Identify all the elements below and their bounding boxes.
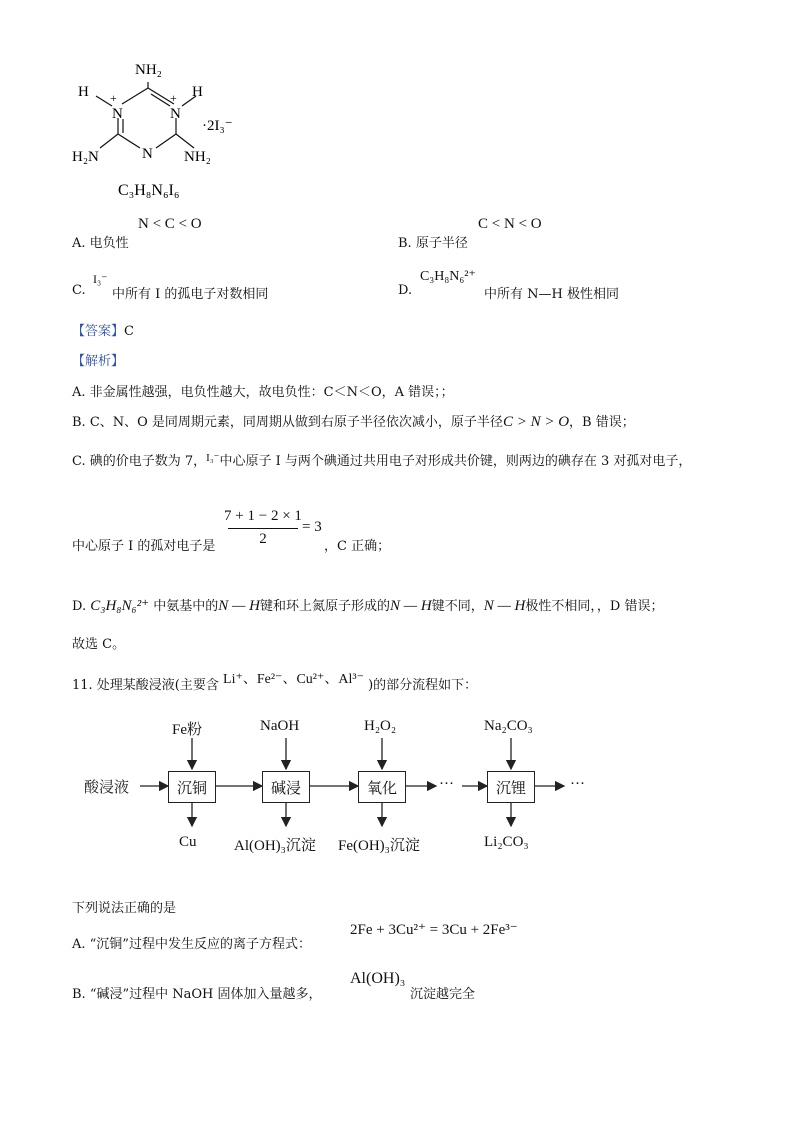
n-right-label: N — [170, 106, 181, 122]
analysis-line-c-pre: C. 碘的价电子数为 7， — [72, 454, 207, 469]
analysis-tag: 【解析】 — [72, 354, 125, 369]
q11-option-a: A. “沉铜”过程中发生反应的离子方程式： — [72, 937, 311, 952]
fraction-numerator: 7 + 1 − 2 × 1 — [224, 508, 302, 524]
fraction-denominator: 2 — [259, 531, 267, 547]
analysis-line-c-post: 中心原子 I 与两个碘通过共用电子对形成共价键，则两边的碘存在 3 对孤对电子， — [219, 454, 692, 469]
analysis-line-d-mid3: 键不同， — [431, 599, 484, 614]
option-a-label: A. 电负性 — [72, 236, 129, 251]
h-left-label: H — [78, 84, 89, 100]
q11-prompt: 下列说法正确的是 — [72, 901, 177, 916]
q11-option-b: B. “碱浸”过程中 NaOH 固体加入量越多， — [72, 987, 322, 1002]
nh2-top-label: NH₂ — [135, 62, 162, 78]
flow-ellipsis-1: ··· — [439, 776, 454, 792]
flow-ellipsis-2: ··· — [570, 776, 585, 792]
analysis-line-b-pre: B. C、N、O 是同周期元素，同周期从做到右原子半径依次减小，原子半径 — [72, 415, 503, 430]
answer-tag: 【答案】 — [72, 324, 125, 339]
flow-product-cu: Cu — [179, 834, 197, 850]
flow-step-copper: 沉铜 — [168, 771, 216, 803]
analysis-conclusion: 故选 C。 — [72, 637, 126, 652]
q11-option-b-formula: Al(OH)₃ — [350, 970, 406, 987]
analysis-line-c-formula: I₃⁻ — [206, 452, 220, 464]
option-d-formula: C₃H₈N₆²⁺ — [420, 269, 476, 284]
flow-reagent-naoh: NaOH — [260, 718, 300, 734]
n-left-label: N — [112, 106, 123, 122]
analysis-line-d-mid2: 键和环上氮原子形成的 — [259, 599, 390, 614]
analysis-line-d-pre: D. — [72, 599, 87, 614]
option-c-label: C. — [72, 283, 86, 298]
flow-step-oxidize: 氧化 — [358, 771, 406, 803]
flow-step-lithium: 沉锂 — [487, 771, 535, 803]
flow-product-aloh3: Al(OH)₃沉淀 — [234, 838, 316, 854]
option-d-text: 中所有 N—H 极性相同 — [484, 287, 619, 302]
option-a-formula: N < C < O — [138, 216, 202, 232]
analysis-line-b-post: ，B 错误； — [569, 415, 635, 430]
option-c-text: 中所有 I 的孤电子对数相同 — [112, 287, 269, 302]
option-b-formula: C < N < O — [478, 216, 542, 232]
q11-stem-post: )的部分流程如下： — [368, 678, 478, 693]
nh2-left-label: H₂N — [72, 149, 99, 165]
flow-reagent-na2co3: Na₂CO₃ — [484, 718, 533, 734]
fraction-result: = 3 — [302, 519, 322, 535]
q11-option-a-formula: 2Fe + 3Cu²⁺ = 3Cu + 2Fe³⁻ — [350, 922, 518, 938]
analysis-line-d-post: 极性不相同，，D 错误； — [525, 599, 664, 614]
flow-start: 酸浸液 — [84, 778, 130, 796]
analysis-line-a: A. 非金属性越强，电负性越大，故电负性：C＜N＜O，A 错误；； — [72, 385, 454, 400]
nh2-right-label: NH₂ — [184, 149, 211, 165]
plus-left: + — [110, 91, 117, 105]
analysis-nh-1: N — H — [218, 598, 260, 614]
q11-stem-pre: 11. 处理某酸浸液(主要含 — [72, 678, 219, 693]
analysis-line-c2-post: ，C 正确； — [324, 539, 391, 554]
analysis-line-d-mid1: 中氨基中的 — [153, 599, 219, 614]
flow-product-li2co3: Li₂CO₃ — [484, 834, 529, 850]
analysis-line-c2-pre: 中心原子 I 的孤对电子是 — [72, 539, 216, 554]
option-c-formula: I₃⁻ — [93, 272, 108, 286]
n-bottom-label: N — [142, 146, 153, 162]
flow-product-feoh3: Fe(OH)₃沉淀 — [338, 838, 420, 854]
q11-option-b-post: 沉淀越完全 — [410, 987, 476, 1002]
flow-reagent-fe: Fe粉 — [172, 722, 203, 738]
flow-step-alkali: 碱浸 — [262, 771, 310, 803]
counterion-label: ·2I₃⁻ — [202, 118, 233, 134]
answer-value: C — [124, 324, 134, 339]
q11-stem-ions: Li⁺、Fe²⁻、Cu²⁺、Al³⁻ — [223, 672, 364, 687]
formula-label: C₃H₈N₆I₆ — [118, 182, 180, 199]
analysis-line-d-formula: C₃H₈N₆²⁺ — [90, 598, 150, 614]
plus-right: + — [170, 91, 177, 105]
analysis-nh-2: N — H — [390, 598, 432, 614]
option-d-label: D. — [398, 283, 413, 298]
option-b-label: B. 原子半径 — [398, 236, 468, 251]
h-right-label: H — [192, 84, 203, 100]
flow-reagent-h2o2: H₂O₂ — [364, 718, 397, 734]
analysis-line-b-formula: C > N > O — [502, 414, 570, 430]
analysis-nh-3: N — H — [483, 598, 526, 614]
